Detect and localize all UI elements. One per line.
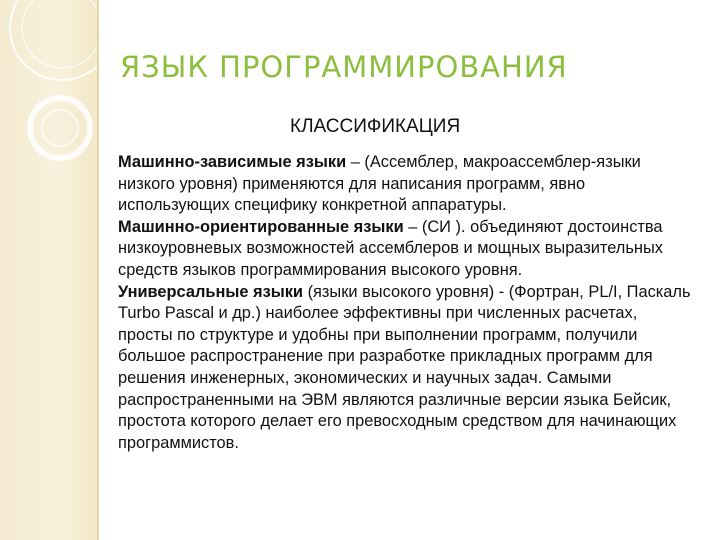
term-machine-dependent: Машинно-зависимые языки	[118, 153, 347, 171]
paragraph-machine-dependent	[118, 152, 693, 217]
text-universal: (языки высокого уровня) - (Фортран, PL/I, Паскаль Turbo Pascal и др.) наиболее эффективны при численных расчетах, просты по структуре и удобны при выполнении программ, получили большое распространение при разработке прикладных программ для решения инженерных, экономических и научных задач. Самыми распространенными на ЭВМ являются различные версии языка Бейсик, простота которого делает его превосходным средством для начинающих программистов.	[118, 282, 691, 452]
term-universal: Универсальные языки	[118, 282, 304, 301]
paragraph-universal	[118, 282, 693, 455]
term-machine-oriented: Машинно-ориентированные языки	[118, 217, 404, 236]
paragraph-machine-oriented	[118, 217, 693, 282]
slide-body	[118, 152, 693, 454]
side-panel-border	[97, 0, 99, 540]
section-heading: КЛАССИФИКАЦИЯ	[290, 116, 461, 137]
slide-title: ЯЗЫК ПРОГРАММИРОВАНИЯ	[120, 50, 568, 84]
text-machine-oriented: – (СИ ). объединяют достоинства низкоуровневых возможностей ассемблеров и мощных выразительных средств языков программирования высокого уровня.	[118, 217, 663, 279]
decorative-rings	[0, 0, 97, 540]
text-machine-dependent: – (Ассемблер, макроассемблер-языки низкого уровня) применяются для написания программ, явно использующих специфику конкретной аппаратуры.	[118, 153, 641, 215]
decorative-side-panel	[0, 0, 97, 540]
